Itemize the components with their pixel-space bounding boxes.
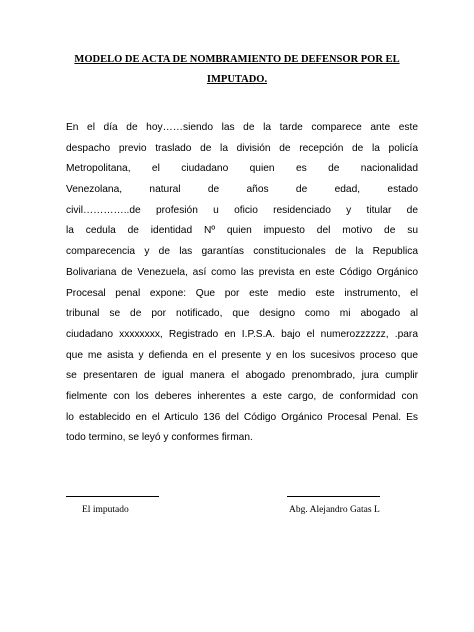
signature-label-imputado: El imputado — [82, 505, 129, 515]
signature-line-abogado — [287, 496, 380, 497]
body-line: que me asista y defienda en el presente y en los sucesivos proceso que — [66, 349, 418, 361]
document-body — [66, 118, 418, 449]
body-line: ciudadano xxxxxxxx, Registrado en I.P.S.A. bajo el numerozzzzzz, .para — [66, 328, 418, 340]
body-line: tribunal se de por notificado, que designo como mi abogado al — [66, 308, 418, 320]
body-line: En el día de hoy……siendo las de la tarde comparece ante este — [66, 122, 418, 133]
body-line: comparecencia y de las garantías constitucionales de la Republica — [66, 246, 418, 258]
body-line: despacho previo traslado de la división de recepción de la policía — [66, 142, 418, 154]
title-line-1: MODELO DE ACTA DE NOMBRAMIENTO DE DEFENSOR POR EL — [74, 54, 400, 65]
body-line: fielmente con los deberes inherentes a este cargo, de conformidad con — [66, 390, 418, 402]
body-line: se presentaren de igual manera el abogado prenombrado, jura cumplir — [66, 370, 418, 382]
body-line: civil…………..de profesión u oficio residenciado y titular de — [66, 204, 418, 216]
body-line: Venezolana, natural de años de edad, estado — [66, 184, 418, 196]
signature-line-imputado — [66, 496, 159, 497]
signature-label-abogado: Abg. Alejandro Gatas L — [289, 505, 380, 515]
title-line-2: IMPUTADO. — [206, 74, 268, 85]
body-line: todo termino, se leyó y conformes firman. — [66, 432, 253, 444]
body-line: la cedula de identidad Nº quien impuesto del motivo de su — [66, 225, 418, 237]
document-title — [70, 50, 404, 90]
body-line: lo establecido en el Articulo 136 del Código Orgánico Procesal Penal. Es — [66, 411, 418, 423]
body-line: Metropolitana, el ciudadano quien es de nacionalidad — [66, 163, 418, 175]
body-line: Bolivariana de Venezuela, así como las prevista en este Código Orgánico — [66, 266, 418, 278]
body-line: Procesal penal expone: Que por este medio este instrumento, el — [66, 287, 418, 299]
